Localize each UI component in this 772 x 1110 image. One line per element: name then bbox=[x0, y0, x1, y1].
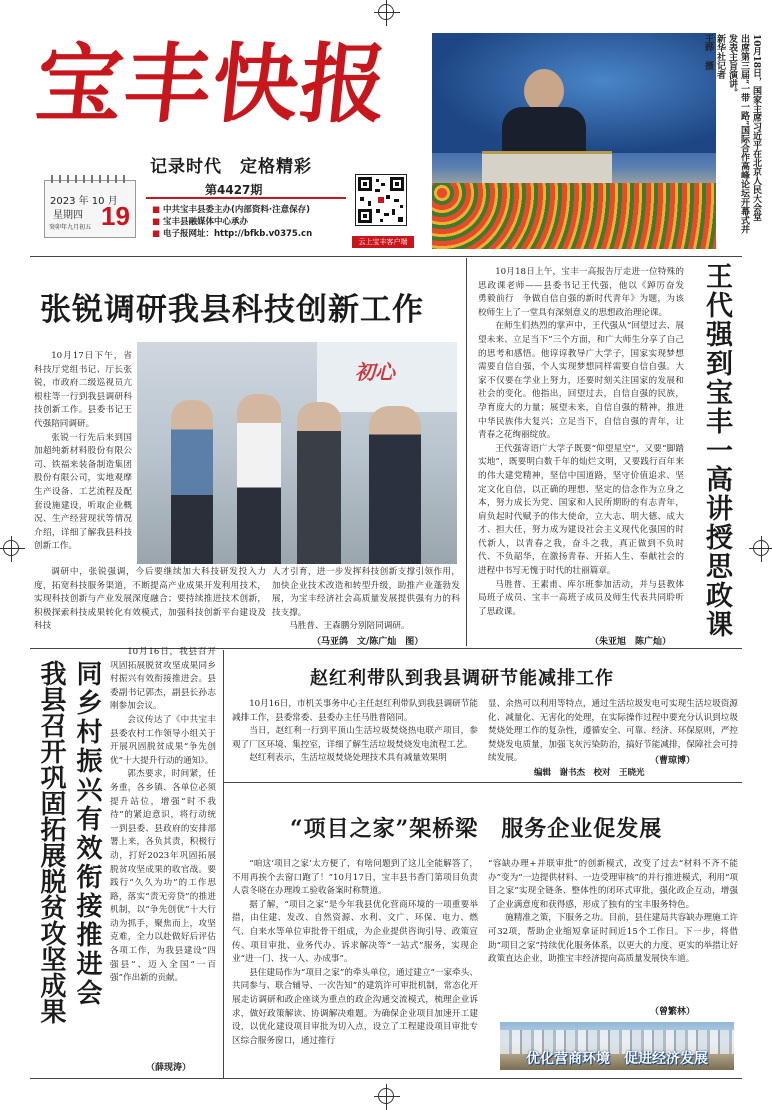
date-box bbox=[44, 180, 136, 238]
article5-para: 县住建局作为“项目之家”的牵头单位，通过建立“一家牵头、共同参与、联合辅导、一次告知”的建筑许可审批机制，常态化开展走访调研和政企座谈为重点的政企沟通交流模式，梳理企业诉求，做好政策解读、协调解决难题。为确保企业项目加速开工建设，以优化建设项目审批为切入点，设立了工程建设项目审批专区综合服务窗口，通过推行 bbox=[232, 967, 478, 1046]
article2-para: 10月18日上午，宝丰一高报告厅走进一位特殊的思政课老师——县委书记王代强，他以《踔厉奋发 勇毅前行 争做自信自强的新时代青年》为题，为该校师生上了一堂具有深刻意义的思想政治理论课。 bbox=[478, 267, 693, 318]
top-photo-caption bbox=[672, 34, 762, 249]
info-sponsor bbox=[152, 204, 312, 216]
article1-credit: （马亚鸽 文/陈广灿 图） bbox=[312, 637, 424, 647]
article5-headline: “项目之家”架桥梁 服务企业促发展 bbox=[290, 816, 663, 842]
info-sponsor-text: 中共宝丰县委主办(内部资料·注意保存) bbox=[163, 205, 311, 215]
article1-para: 调研中，张锐强调，今后要继续加大科技研发投入力度，拓宽科技服务渠道，不断提高产业成果开发利用技术，实现科技创新与产业发展深度融合；要持续推进技术创新，积极探索科技成果转化有效模式，加强科技创新平台建设及科技 bbox=[34, 567, 266, 632]
article4-para: 当日，赵红利一行到平顶山生活垃圾焚烧热电联产项目，参观了厂区环境、集控室，详细了解生活垃圾焚烧发电流程工艺。 bbox=[232, 726, 478, 750]
article3-para: 会议传达了《中共宝丰县委农村工作领导小组关于开展巩固脱贫成果“争先创优”十大提升行动的通知》。 bbox=[110, 714, 216, 766]
issue-rule bbox=[146, 197, 346, 199]
article3-credit: （薛现涛） bbox=[146, 1063, 192, 1073]
article2-credit: （朱亚旭 陈广灿） bbox=[590, 637, 672, 647]
article5-col1 bbox=[232, 858, 478, 1048]
article3-body bbox=[110, 646, 216, 986]
article2-para: 在师生们热烈的掌声中，王代强从“回望过去、展望未来、立足当下”三个方面，和广大师生分享了自己的思考和感悟。他谆谆教导广大学子，国家实现梦想需要自信自强，个人实现梦想同样需要自信自强。大家不仅要在学业上努力，还要时刻关注国家的发展和社会的变化。他指出，回望过去，自信自强的民族，孕育庞大的力量；展望未来，自信自强的精神，推进中华民族伟大复兴；立足当下，自信自强的青年，让青春之花绚丽绽放。 bbox=[478, 321, 684, 441]
article2-para: 王代强寄语广大学子既要“仰望星空”，又要“脚踏实地”，既要明白数千年的灿烂文明，又要践行百年来的伟大建党精神，坚信中国道路，坚守价值追求、坚定文化自信，以正确的理想、坚定的信念作为立身之本，努力成长为党、国家和人民所期盼的有志青年，肩负起时代赋予的伟大使命，立大志、明大德、成大才、担大任，努力成为建设社会主义现代化强国的时代新人，以青春之我，奋斗之我，真正做到不负时代、不负韶华，在激扬青春、开拓人生、奉献社会的进程中书写无愧于时代的壮丽篇章。 bbox=[478, 443, 684, 577]
info-website bbox=[152, 228, 312, 240]
caption-line-2: 出席第三届“一带一路”国际合作高峰论坛开幕式并 bbox=[739, 34, 749, 234]
date-weekday: 星期四 bbox=[53, 210, 83, 221]
qr-code[interactable] bbox=[355, 174, 407, 226]
calendar-rings bbox=[51, 175, 131, 183]
date-day: 19 bbox=[101, 201, 130, 231]
banner-text: 优化营商环境 促进经济发展 bbox=[526, 1051, 708, 1067]
masthead-logo: 宝丰快报 bbox=[31, 34, 394, 135]
article1-col2 bbox=[272, 566, 460, 634]
qr-caption: 云上宝丰客户端 bbox=[352, 236, 414, 248]
article1-para: 张锐一行先后来到国加超纯新材料股份有限公司、铁福来装备制造集团股份有限公司，实地观摩生产设备、工艺流程及配套设施建设，听取企业概况、生产经营现状等情况介绍，详细了解我县科技创新工作。 bbox=[34, 432, 132, 552]
article4-para: 10月16日，市机关事务中心主任赵红利带队到我县调研节能减排工作，县委常委、县委办主任马胜普陪同。 bbox=[232, 699, 478, 723]
article4-headline: 赵红利带队到我县调研节能减排工作 bbox=[310, 668, 614, 689]
info-website-text[interactable]: 电子报网址：http://bfkb.v0375.cn bbox=[163, 229, 313, 239]
article5-para: 据了解，“项目之家”是今年我县优化营商环境的一项重要举措，由住建、发改、自然资源、水利、文广、环保、电力、燃气、自来水等单位审批骨干组成，为企业提供咨询引导、政策宣传、项目审批、业务代办、诉求解决等“一站式”服务，实现企业“进一门、找一人、办成事”。 bbox=[232, 899, 478, 965]
article4-para: 赵红利表示，生活垃圾焚烧处理技术具有减量效果明 bbox=[249, 753, 447, 764]
date-lunar: 癸卯年九月初五 bbox=[49, 224, 92, 231]
article3-para: 10月16日，我县召开巩固拓展脱贫攻坚成果同乡村振兴有效衔接推进会。县委副书记郭杰，副县长孙志刚参加会议。 bbox=[110, 647, 216, 712]
article1-para: 人才引育，进一步发挥科技创新支撑引领作用，加快企业技术改造和转型升级，助推产业蓬勃发展，为宝丰经济社会高质量发展提供强有力的科技支撑。 bbox=[272, 567, 460, 618]
caption-credit-agency: 新华社记者 bbox=[715, 34, 725, 79]
person-4-icon bbox=[369, 406, 421, 564]
photo-sign: 初心 bbox=[355, 360, 395, 384]
registration-mark-bottom bbox=[378, 1088, 394, 1104]
bottom-rule bbox=[30, 1078, 742, 1079]
article4-col2 bbox=[488, 698, 738, 766]
article4-credit: （曹琼博） bbox=[650, 756, 696, 766]
caption-credit-name: 王晔 摄 bbox=[703, 34, 713, 70]
section-rule-2 bbox=[224, 782, 742, 783]
column-rule-2 bbox=[223, 650, 224, 1078]
article1-photo bbox=[137, 342, 457, 564]
registration-mark-left bbox=[3, 540, 19, 556]
article3-para: 郭杰要求，时间紧，任务重，各乡镇、各单位必须提升站位，增强“时不我待”的紧迫意识，将行动统一到县委、县政府的安排部署上来，各负其责，积极行动，打好2023年巩固拓展脱贫攻坚成果的收官战。要践行“久久为功”的工作思路，落实“责无旁贷”的推进机制，以“争先创优”十大行动为抓手，聚焦而上，攻坚克难，全力以赴做好后评估各项工作，为我县建设“四强县”、迈入全国“一百强”作出新的贡献。 bbox=[110, 769, 216, 984]
masthead-rule bbox=[30, 256, 742, 257]
article3-headline-right: 同乡村振兴有效衔接推进会 bbox=[72, 660, 102, 1008]
article2-body bbox=[478, 266, 693, 619]
article1-col1 bbox=[34, 350, 132, 554]
info-undertaker-text: 宝丰县融媒体中心承办 bbox=[163, 217, 249, 227]
column-rule-1 bbox=[466, 258, 467, 646]
square-bullet-icon: ■ bbox=[152, 217, 161, 227]
masthead-info bbox=[152, 204, 312, 240]
date-year-month: 2023 年 10 月 bbox=[50, 196, 118, 207]
article1-col1-lower bbox=[34, 566, 266, 634]
article3-headline-left: 我县召开巩固拓展脱贫攻坚成果 bbox=[36, 660, 66, 1024]
article4-editors: 编辑 谢书杰 校对 王晓光 bbox=[534, 768, 645, 778]
person-2-icon bbox=[237, 394, 281, 564]
info-undertaker bbox=[152, 216, 312, 228]
article5-para: “容缺办理+并联审批”的创新模式，改变了过去“材料不齐不能办”变为“一边提供材料、一边受理审核”的并行推进模式，利用“项目之家”实现全链条、整体性的闭环式审批，强化政企互动，增强了企业满意度和获得感，形成了独有的宝丰服务特色。 bbox=[488, 859, 738, 910]
square-bullet-icon: ■ bbox=[152, 205, 161, 215]
promo-banner bbox=[500, 1022, 734, 1070]
article1-para: 10月17日下午，省科技厅党组书记、厅长张锐，市政府二级巡视员亢根柱等一行到我县调研科技创新工作。县委书记王代强陪同调研。 bbox=[34, 351, 132, 429]
article4-para: 显、余热可以利用等特点，通过生活垃圾发电可实现生活垃圾资源化、减量化、无害化的处理，在实际操作过程中要充分认识到垃圾焚烧处理工作的复杂性，遵循安全、可靠、经济、环保原则，严控焚烧发电质量，加强飞灰污染防治，搞好节能减排，保障社会可持续发展。 bbox=[488, 699, 738, 764]
person-3-icon bbox=[297, 402, 341, 564]
issue-number: 第4427期 bbox=[205, 183, 263, 197]
article1-para: 马胜普、王森鹏分别陪同调研。 bbox=[289, 621, 410, 632]
article5-para: “咱这‘项目之家’太方便了，有啥问题到了这儿全能解答了，不用再挨个去窗口跑了！”10月17日，宝丰县书香门第项目负责人袁冬晓在办理竣工验收备案时称赞道。 bbox=[232, 859, 478, 897]
registration-mark-top bbox=[378, 4, 394, 20]
registration-mark-right bbox=[753, 540, 769, 556]
article2-headline: 王代强到宝丰一高讲授思政课 bbox=[701, 262, 732, 639]
caption-line-1: 10月18日，国家主席习近平在北京人民大会堂 bbox=[751, 34, 761, 222]
qr-code-icon bbox=[356, 175, 406, 225]
article5-para: 施精准之策，下服务之功。目前，县住建局共容缺办理施工许可32项，帮助企业缩短拿证时间近15个工作日。下一步，将借助“项目之家”持续优化服务体系，以更大的力度、更实的举措让好政策直达企业，助推宝丰经济提向高质量发展快车道。 bbox=[488, 913, 738, 965]
article5-col2 bbox=[488, 858, 738, 967]
article2-para: 马胜普、王素甫、库尔班参加活动，并与县教体局班子成员、宝丰一高班子成员及师生代表共同聆听了思政课。 bbox=[478, 579, 684, 617]
person-1-icon bbox=[171, 400, 213, 564]
article4-col1 bbox=[232, 698, 478, 766]
masthead-slogan: 记录时代 定格精彩 bbox=[150, 157, 312, 177]
article1-headline: 张锐调研我县科技创新工作 bbox=[40, 292, 424, 328]
caption-line-3: 发表主旨演讲。 bbox=[727, 34, 737, 97]
article5-credit: （曾繁林） bbox=[650, 1007, 696, 1017]
square-bullet-icon: ■ bbox=[152, 229, 161, 239]
